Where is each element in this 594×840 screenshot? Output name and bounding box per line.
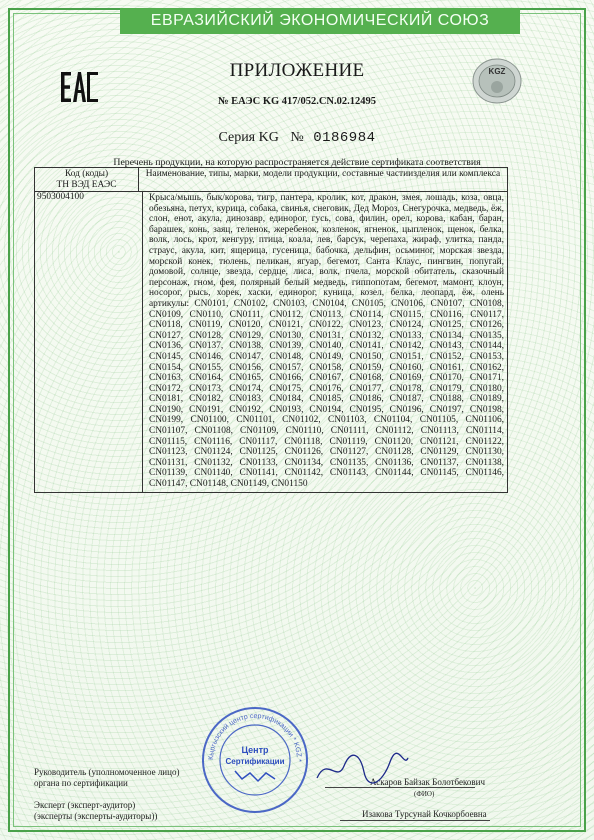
series-line [0,130,594,146]
list-caption: Перечень продукции, на которую распространяется действие сертификата соответствия [113,157,481,168]
expert-name: Изакова Турсунай Кочкорбоевна [362,809,487,819]
products-table [34,167,508,493]
series-label: Серия KG [218,130,279,145]
table-row [35,192,507,492]
expert-label-line1: Эксперт (эксперт-аудитор) [34,800,136,810]
code-header-line2: ТН ВЭД ЕАЭС [56,179,117,190]
serial-number: 0186984 [313,130,376,146]
code-header-line1: Код (коды) [64,169,109,179]
head-name: Аскаров Байзак Болотбекович [370,777,485,787]
fio-label: (ФИО) [414,790,435,798]
stamp-icon [200,705,310,815]
product-description-cell: Крыса/мышь, бык/корова, тигр, пантера, кролик, кот, дракон, змея, лошадь, коза, овца, обезьяна, петух, курица, собака, свинья, снеговик, Дед Мороз, Снегурочка, медведь, ёж, слон, енот, акула, динозавр, единорог, гусь, сова, филин, орел, корова, кабан, баран, барашек, конь, заяц, теленок, жеребенок, козленок, ягненок, цыпленок, щенок, белка, волк, лось, крот, кенгуру, птица, коала, лев, барсук, черепаха, жираф, улитка, панда, страус, акула, кит, ящерица, гусеница, бабочка, дельфин, осьминог, морская звезда, морской конек, тюлень, пеликан, ягуар, бегемот, Санта Клаус, пингвин, попугай, домовой, солнце, звезда, сердце, лиса, волк, пчела, морской обитатель, сказочный персонаж, гном, фея, полярный белый медведь, гиппопотам, бегемот, мамонт, клоун, носорог, рысь, хорек, хаски, единорог, куница, козел, белка, леопард, ёж, олень артикулы: CN0101, CN0102, CN0103, CN0104, CN0105, CN0106, CN0107, CN0108, CN0109, CN0110, CN0111, CN0112, CN0113, CN0114, CN0115, CN0116, CN0117, CN0118, CN0119, CN0120, CN0121, CN0122, CN0123, CN0124, CN0125, CN0126, CN0127, CN0128, CN0129, CN0130, CN0131, CN0132, CN0133, CN0134, CN0135, CN0136, CN0137, CN0138, CN0139, CN0140, CN0141, CN0142, CN0143, CN0144, CN0145, CN0146, CN0147, CN0148, CN0149, CN0150, CN0151, CN0152, CN0153, CN0154, CN0155, CN0156, CN0157, CN0158, CN0159, CN0160, CN0161, CN0162, CN0163, CN0164, CN0165, CN0166, CN0167, CN0168, CN0169, CN0170, CN0171, CN0172, CN0173, CN0174, CN0175, CN0176, CN0177, CN0178, CN0179, CN0180, CN0181, CN0182, CN0183, CN0184, CN0185, CN0186, CN0187, CN0188, CN0189, CN0190, CN0191, CN0192, CN0193, CN0194, CN0195, CN0196, CN0197, CN0198, CN0199, CN01100, CN01101, CN01102, CN01103, CN01104, CN01105, CN01106, CN01107, CN01108, CN01109, CN01110, CN01111, CN01112, CN01113, CN01114, CN01115, CN01116, CN01117, CN01118, CN01119, CN01120, CN01121, CN01122, CN01123, CN01124, CN01125, CN01126, CN01127, CN01128, CN01129, CN01130, CN01131, CN01132, CN01133, CN01134, CN01135, CN01136, CN01137, CN01138, CN01139, CN01140, CN01141, CN01142, CN01143, CN01144, CN01145, CN01146, CN01147, CN01148, CN01149, CN01150 [149,193,504,490]
handwritten-signature [312,748,412,788]
expert-signature-line [340,820,490,821]
stamp-ring-text: Кыргызский центр сертификации * KGZ * [207,712,303,762]
name-column-header: Наименование, типы, марки, модели продукции, составные частиизделия или комплекса [145,169,501,179]
table-header [35,168,507,192]
union-banner: ЕВРАЗИЙСКИЙ ЭКОНОМИЧЕСКИЙ СОЮЗ [120,8,520,34]
certificate-number: № ЕАЭС KG 417/052.CN.02.12495 [218,96,376,107]
certification-center-stamp [200,705,310,815]
head-label-line2: органа по сертификации [34,778,128,788]
series-number-sign: № [290,130,304,145]
seal-text: KGZ [488,67,506,76]
page-title: ПРИЛОЖЕНИЕ [229,60,365,81]
code-column-header [35,168,139,191]
stamp-center-line2: Сертификации [225,757,285,766]
hs-code-cell: 9503004100 [35,192,143,492]
expert-label-line2: (эксперты (эксперты-аудиторы)) [34,811,158,821]
head-label-line1: Руководитель (уполномоченное лицо) [34,767,180,777]
stamp-center-line1: Центр [241,745,269,755]
